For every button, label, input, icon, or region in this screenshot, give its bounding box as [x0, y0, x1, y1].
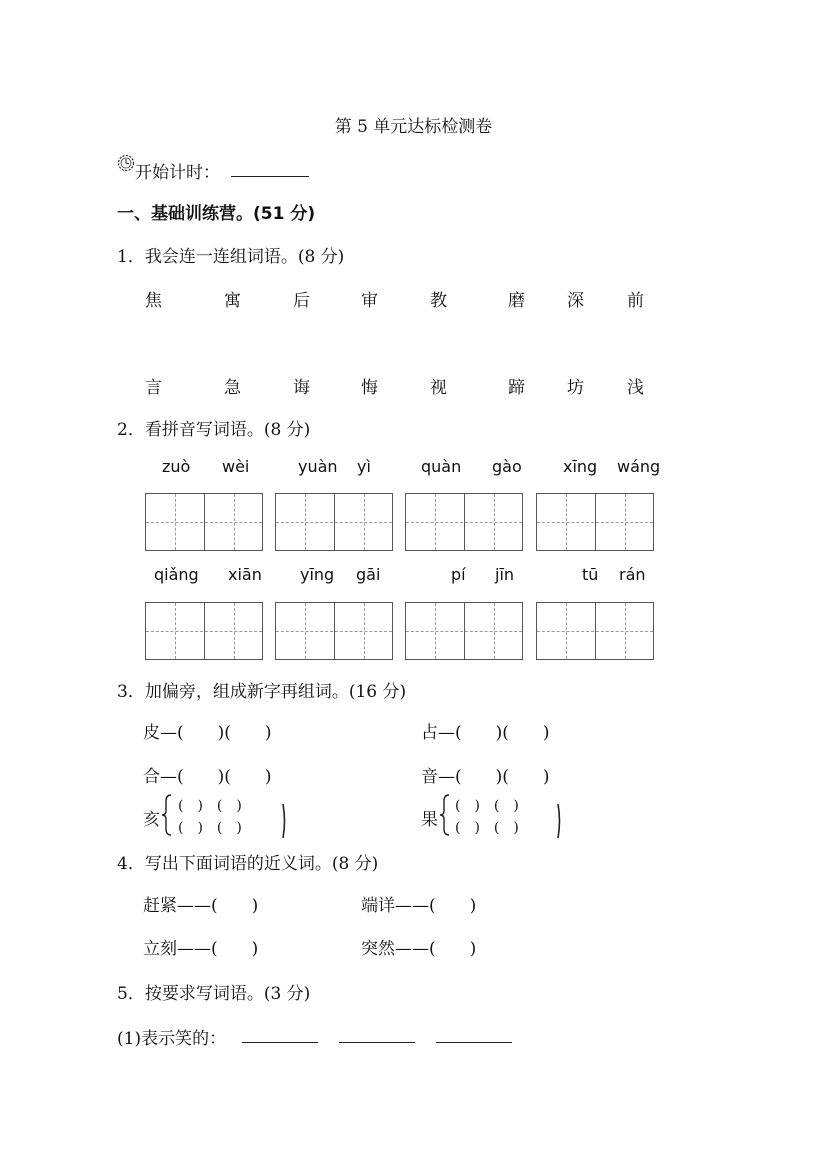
- q1-prompt: 1．我会连一连组词语。(8 分): [117, 247, 345, 267]
- q4-item-ganjin[interactable]: 赶紧——( ): [143, 896, 259, 916]
- writing-grid[interactable]: [275, 493, 393, 551]
- left-brace-icon: [438, 793, 452, 837]
- pinyin-syllable: xiān: [228, 565, 262, 584]
- q4-prompt: 4．写出下面词语的近义词。(8 分): [117, 854, 379, 874]
- q1-bottom-char[interactable]: 悔: [361, 378, 378, 398]
- q1-top-char[interactable]: 审: [361, 291, 378, 311]
- q3-hai-paren-top[interactable]: ( ) ( ): [178, 798, 242, 814]
- q3-item-yin[interactable]: 音—( )( ): [421, 767, 550, 787]
- q3-guo-paren-top[interactable]: ( ) ( ): [455, 798, 519, 814]
- pinyin-syllable: jīn: [495, 565, 515, 584]
- q1-bottom-char[interactable]: 浅: [627, 378, 644, 398]
- q5-prompt: 5．按要求写词语。(3 分): [117, 984, 311, 1004]
- q5-sub1-label: (1)表示笑的：: [117, 1029, 227, 1049]
- q3-prompt: 3．加偏旁，组成新字再组词。(16 分): [117, 682, 407, 702]
- pinyin-syllable: rán: [619, 565, 646, 584]
- q3-item-pi[interactable]: 皮—( )( ): [143, 723, 272, 743]
- writing-grid[interactable]: [405, 602, 523, 660]
- pinyin-syllable: wèi: [222, 457, 250, 476]
- page-title: 第 5 单元达标检测卷: [334, 117, 493, 137]
- q3-hai-paren-bottom[interactable]: ( ) ( ): [178, 820, 242, 836]
- q1-top-char[interactable]: 深: [567, 291, 584, 311]
- writing-grid[interactable]: [145, 493, 263, 551]
- timer-label: 开始计时：: [135, 163, 220, 183]
- pinyin-syllable: yì: [357, 457, 371, 476]
- writing-grid[interactable]: [536, 493, 654, 551]
- q1-top-char[interactable]: 磨: [508, 291, 525, 311]
- left-brace-icon: [160, 793, 174, 837]
- pinyin-syllable: tū: [582, 565, 599, 584]
- pinyin-syllable: gào: [492, 457, 522, 476]
- answer-blank[interactable]: [339, 1026, 415, 1043]
- pinyin-syllable: xīng: [563, 457, 598, 476]
- q3-item-zhan[interactable]: 占—( )( ): [421, 723, 550, 743]
- pinyin-syllable: gāi: [356, 565, 381, 584]
- writing-grid[interactable]: [145, 602, 263, 660]
- writing-grid[interactable]: [536, 602, 654, 660]
- q1-bottom-char[interactable]: 蹄: [508, 378, 525, 398]
- right-bracket-icon: [281, 803, 289, 839]
- answer-blank[interactable]: [242, 1026, 318, 1043]
- q1-top-char[interactable]: 焦: [145, 291, 162, 311]
- right-bracket-icon: [556, 803, 564, 839]
- writing-grid[interactable]: [405, 493, 523, 551]
- pinyin-syllable: zuò: [162, 457, 191, 476]
- pinyin-syllable: yuàn: [298, 457, 338, 476]
- q1-top-char[interactable]: 前: [627, 291, 644, 311]
- clock-icon: [117, 154, 135, 172]
- q4-item-like[interactable]: 立刻——( ): [143, 939, 259, 959]
- q3-item-he[interactable]: 合—( )( ): [143, 767, 272, 787]
- q2-prompt: 2．看拼音写词语。(8 分): [117, 420, 311, 440]
- pinyin-syllable: pí: [451, 565, 466, 584]
- timer-blank[interactable]: [231, 160, 309, 177]
- q3-item-guo-char: 果: [421, 810, 438, 830]
- q1-bottom-char[interactable]: 急: [224, 378, 241, 398]
- q1-bottom-char[interactable]: 视: [430, 378, 447, 398]
- section1-heading: 一、基础训练营。(51 分): [117, 204, 316, 224]
- q3-guo-paren-bottom[interactable]: ( ) ( ): [455, 820, 519, 836]
- pinyin-syllable: qiǎng: [154, 565, 199, 584]
- q4-item-duanxiang[interactable]: 端详——( ): [361, 896, 477, 916]
- q1-bottom-char[interactable]: 坊: [567, 378, 584, 398]
- q3-item-hai-char: 亥: [143, 810, 160, 830]
- pinyin-syllable: quàn: [421, 457, 462, 476]
- q1-bottom-char[interactable]: 言: [145, 378, 162, 398]
- q1-top-char[interactable]: 后: [293, 291, 310, 311]
- pinyin-syllable: wáng: [617, 457, 661, 476]
- q1-top-char[interactable]: 寓: [224, 291, 241, 311]
- q1-top-char[interactable]: 教: [430, 291, 447, 311]
- q4-item-turan[interactable]: 突然——( ): [361, 939, 477, 959]
- pinyin-syllable: yīng: [300, 565, 335, 584]
- q1-bottom-char[interactable]: 诲: [293, 378, 310, 398]
- writing-grid[interactable]: [275, 602, 393, 660]
- answer-blank[interactable]: [436, 1026, 512, 1043]
